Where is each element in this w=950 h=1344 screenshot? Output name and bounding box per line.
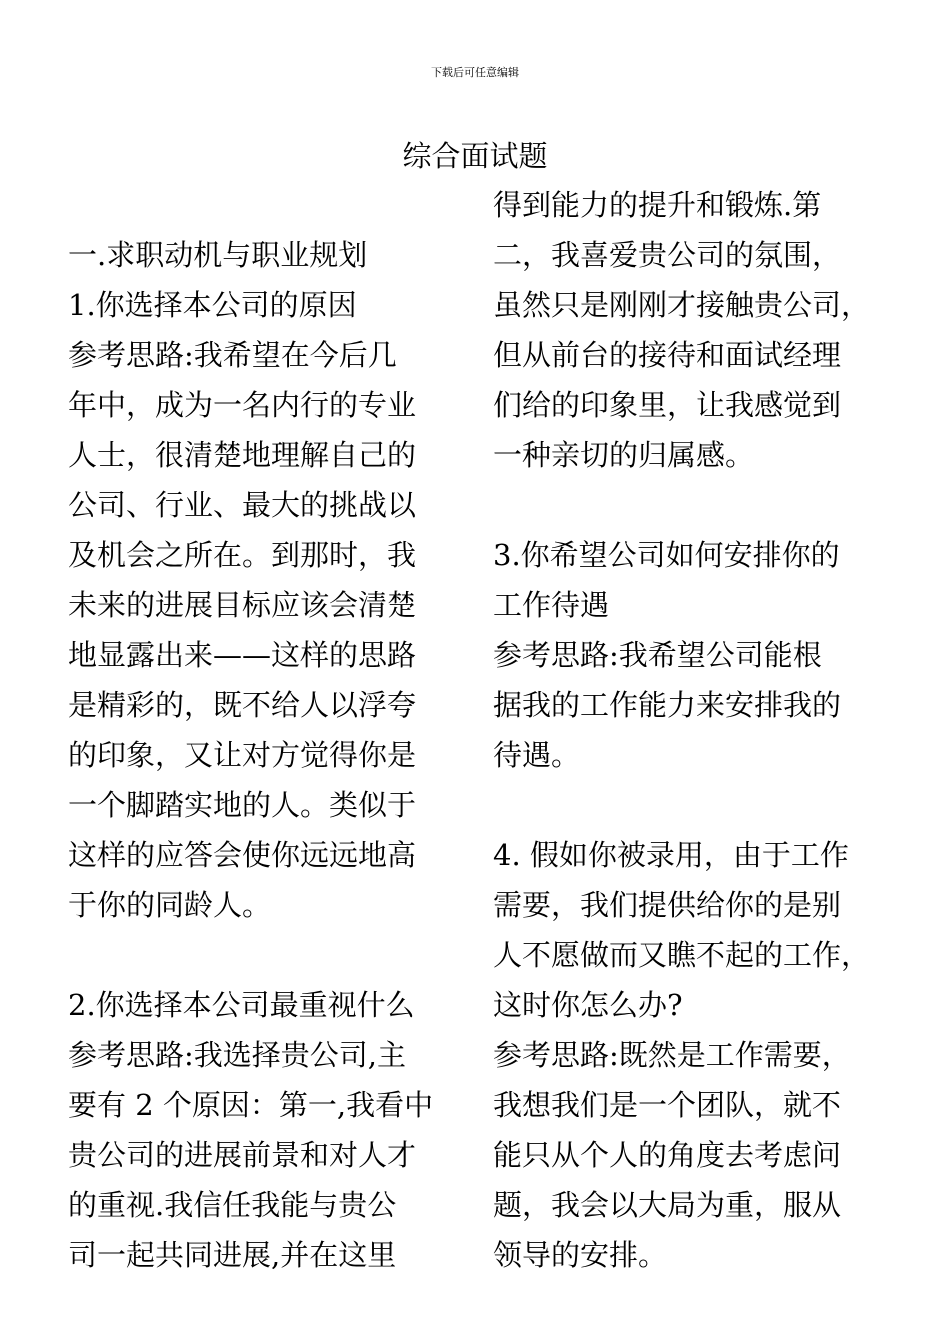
text-line: 参考思路:我希望公司能根 bbox=[493, 638, 822, 672]
text-line: 工作待遇 bbox=[493, 588, 610, 622]
section-heading: 一.求职动机与职业规划 bbox=[68, 238, 368, 272]
text-line: 于你的同龄人。 bbox=[68, 888, 272, 922]
text-line: 一个脚踏实地的人。类似于 bbox=[68, 788, 417, 822]
header-note: 下载后可任意编辑 bbox=[431, 66, 519, 79]
text-line: 领导的安排。 bbox=[493, 1238, 668, 1272]
text-line: 虽然只是刚刚才接触贵公司， bbox=[493, 288, 871, 322]
left-column bbox=[68, 230, 463, 1280]
text-line: 的重视.我信任我能与贵公 bbox=[68, 1188, 397, 1222]
text-line: 这样的应答会使你远远地高 bbox=[68, 838, 417, 872]
text-line: 人士，很清楚地理解自己的 bbox=[68, 438, 417, 472]
text-line: 参考思路:我希望在今后几 bbox=[68, 338, 397, 372]
text-line: 地显露出来——这样的思路 bbox=[68, 638, 417, 672]
blank-line bbox=[493, 780, 898, 830]
text-line: 据我的工作能力来安排我的 bbox=[493, 688, 842, 722]
text-line: 贵公司的进展前景和对人才 bbox=[68, 1138, 417, 1172]
right-column bbox=[493, 180, 898, 1280]
text-line: 的印象，又让对方觉得你是 bbox=[68, 738, 417, 772]
text-line: 但从前台的接待和面试经理 bbox=[493, 338, 842, 372]
text-line: 参考思路:既然是工作需要， bbox=[493, 1038, 851, 1072]
question-heading: 4. 假如你被录用，由于工作 bbox=[493, 838, 849, 872]
text-line: 未来的进展目标应该会清楚 bbox=[68, 588, 417, 622]
text-line: 及机会之所在。到那时，我 bbox=[68, 538, 417, 572]
text-line: 题，我会以大局为重，服从 bbox=[493, 1188, 842, 1222]
text-line: 一种亲切的归属感。 bbox=[493, 438, 755, 472]
question-heading: 1.你选择本公司的原因 bbox=[68, 288, 357, 322]
text-line: 参考思路:我选择贵公司,主 bbox=[68, 1038, 406, 1072]
text-line: 我想我们是一个团队，就不 bbox=[493, 1088, 842, 1122]
text-line: 是精彩的，既不给人以浮夸 bbox=[68, 688, 417, 722]
text-line: 司一起共同进展,并在这里 bbox=[68, 1238, 397, 1272]
text-line: 这时你怎么办? bbox=[493, 988, 683, 1022]
text-line: 待遇。 bbox=[493, 738, 581, 772]
text-line: 们给的印象里，让我感觉到 bbox=[493, 388, 842, 422]
text-line: 公司、行业、最大的挑战以 bbox=[68, 488, 417, 522]
text-line: 需要，我们提供给你的是别 bbox=[493, 888, 842, 922]
blank-line bbox=[68, 930, 463, 980]
question-heading: 3.你希望公司如何安排你的 bbox=[493, 538, 840, 572]
text-line: 得到能力的提升和锻炼.第 bbox=[493, 188, 822, 222]
blank-line bbox=[493, 480, 898, 530]
text-line: 能只从个人的角度去考虑问 bbox=[493, 1138, 842, 1172]
text-line: 年中，成为一名内行的专业 bbox=[68, 388, 417, 422]
text-line: 要有 2 个原因：第一,我看中 bbox=[68, 1088, 434, 1122]
text-line: 二，我喜爱贵公司的氛围， bbox=[493, 238, 842, 272]
text-line: 人不愿做而又瞧不起的工作， bbox=[493, 938, 871, 972]
question-heading: 2.你选择本公司最重视什么 bbox=[68, 988, 415, 1022]
document-title: 综合面试题 bbox=[402, 139, 548, 173]
